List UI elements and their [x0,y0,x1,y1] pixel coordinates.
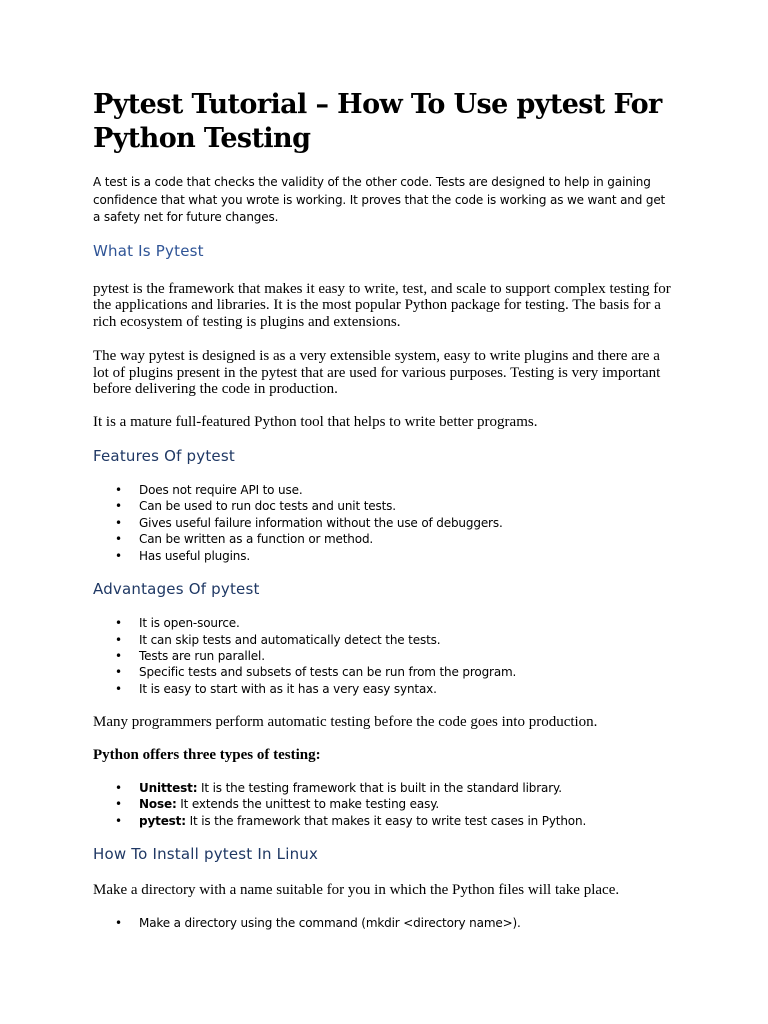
advantages-list [93,615,673,697]
document-body [93,88,673,931]
features-list [93,482,673,564]
list-item: • Has useful plugins. [115,548,250,563]
what-is-paragraph-3: It is a mature full-featured Python tool that helps to write better programs. [93,414,538,431]
list-item: • Can be written as a function or method. [115,532,374,547]
document-title: Pytest Tutorial – How To Use pytest For Python Testing [93,89,662,154]
bullet-icon: • [115,483,122,498]
list-item: • It is easy to start with as it has a very easy syntax. [115,681,437,696]
what-is-paragraph-1: pytest is the framework that makes it easy to write, test, and scale to support complex testing for the applications and libraries. It is the most popular Python package for testing. The basis for a rich ecosystem of testing is plugins and extensions. [93,280,671,331]
testing-types-heading: Python offers three types of testing: [93,746,321,763]
heading-install: How To Install pytest In Linux [93,845,319,864]
bullet-icon: • [115,665,122,680]
bullet-icon: • [115,780,122,795]
what-is-paragraph-2: The way pytest is designed is as a very extensible system, easy to write plugins and there are a lot of plugins present in the pytest that are used for various purposes. Testing is very important before delivering the code in production. [93,347,661,398]
bullet-icon: • [115,797,122,812]
install-list [93,915,673,931]
list-item: • It can skip tests and automatically detect the tests. [115,632,441,647]
bullet-icon: • [115,915,122,930]
heading-features: Features Of pytest [93,447,235,466]
list-item: • Make a directory using the command (mkdir <directory name>). [115,915,521,930]
bullet-icon: • [115,499,122,514]
heading-what-is-pytest: What Is Pytest [93,241,204,260]
list-item: • Does not require API to use. [115,483,303,498]
list-item: • Gives useful failure information without the use of debuggers. [115,515,503,530]
list-item: • It is open-source. [115,616,240,631]
automatic-testing-paragraph: Many programmers perform automatic testing before the code goes into production. [93,714,598,731]
bullet-icon: • [115,681,122,696]
intro-paragraph: A test is a code that checks the validity of the other code. Tests are designed to help in gaining confidence that what you wrote is working. It proves that the code is working as we want and get a safety net for future changes. [93,175,666,224]
bullet-icon: • [115,616,122,631]
install-paragraph: Make a directory with a name suitable for you in which the Python files will take place. [93,882,620,899]
list-item: • Nose: It extends the unittest to make testing easy. [115,797,440,812]
bullet-icon: • [115,632,122,647]
testing-types-list [93,780,673,829]
bullet-icon: • [115,532,122,547]
bullet-icon: • [115,813,122,828]
list-item: • Can be used to run doc tests and unit tests. [115,499,396,514]
list-item: • pytest: It is the framework that makes it easy to write test cases in Python. [115,813,587,828]
heading-advantages: Advantages Of pytest [93,580,260,599]
bullet-icon: • [115,548,122,563]
bullet-icon: • [115,515,122,530]
list-item: • Unittest: It is the testing framework that is built in the standard library. [115,780,562,795]
list-item: • Specific tests and subsets of tests can be run from the program. [115,665,517,680]
bullet-icon: • [115,648,122,663]
list-item: • Tests are run parallel. [115,648,265,663]
